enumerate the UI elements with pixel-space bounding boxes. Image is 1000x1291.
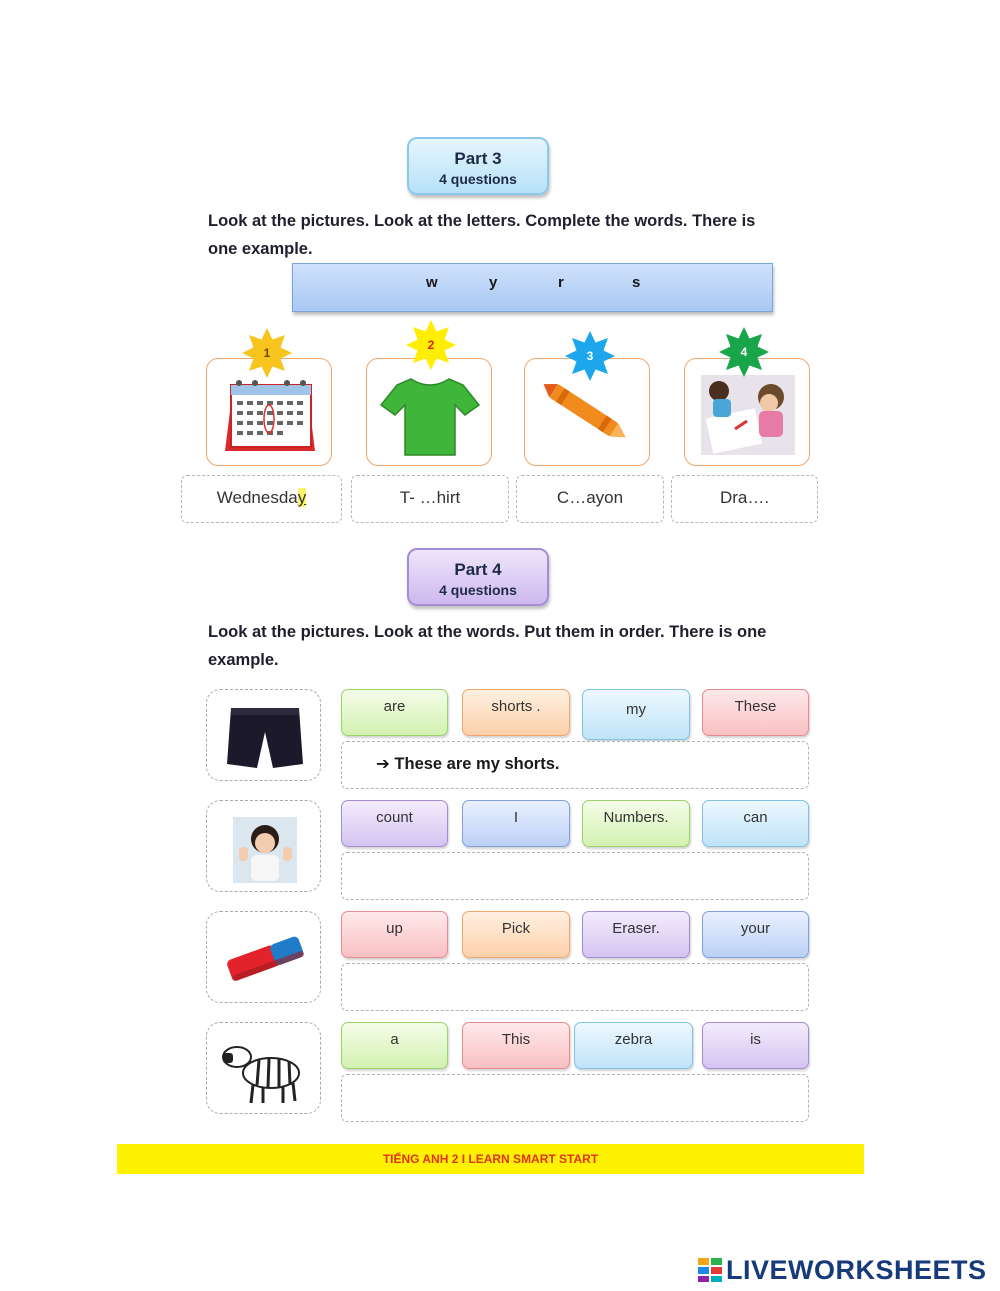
answer-text: C…ayon [556,488,624,507]
sentence-answer-box-1[interactable] [341,741,809,789]
word-chip[interactable]: shorts . [462,689,570,736]
part3-instruction-line2: one example. [208,240,313,258]
letter-bank [292,263,773,312]
part3-subtitle: 4 questions [439,171,517,187]
answer-box-1[interactable] [181,475,342,523]
word-chip[interactable]: Pick [462,911,570,958]
word-chip[interactable]: These [702,689,809,736]
sentence-answer-box-4[interactable] [341,1074,809,1122]
star-badge-1 [240,326,294,380]
word-chip[interactable]: are [341,689,448,736]
answer-box-3[interactable] [516,475,664,523]
answer-text: T- …hirt [399,488,461,507]
letter-bank-item: w [426,274,438,291]
liveworksheets-logo-text: LIVEWORKSHEETS [726,1254,987,1285]
picture-frame-zebra [206,1022,321,1114]
word-chip[interactable]: up [341,911,448,958]
letter-bank-item: r [558,274,564,291]
girl-counting-icon [207,801,322,893]
word-chip[interactable]: my [582,689,690,740]
word-chip[interactable]: count [341,800,448,847]
part4-instruction-line2: example. [208,651,279,669]
part3-title: Part 3 [454,149,502,168]
logo-cubes-icon [697,1257,723,1283]
picture-frame-shorts [206,689,321,781]
part4-instruction-line1: Look at the pictures. Look at the words. Put them in order. There is one [208,623,767,641]
part3-instruction [208,207,828,263]
sentence-answer-box-3[interactable] [341,963,809,1011]
letter-bank-item: s [632,274,641,291]
answer-box-2[interactable] [351,475,509,523]
part4-title: Part 4 [454,560,502,579]
eraser-icon [207,912,322,1004]
picture-frame-eraser [206,911,321,1003]
part3-instruction-line1: Look at the pictures. Look at the letters. Complete the words. There is [208,212,756,230]
part3-header-badge [407,137,549,195]
star-badge-2 [404,318,458,372]
answer-filled-letter: y [297,488,307,507]
picture-frame-tshirt [366,358,492,466]
example-answer-text: ➔ These are my shorts. [376,755,560,773]
word-chip[interactable]: I [462,800,570,847]
word-chip[interactable]: your [702,911,809,958]
shorts-icon [207,690,322,782]
word-chip[interactable]: is [702,1022,809,1069]
zebra-icon [207,1023,322,1115]
word-chip[interactable]: can [702,800,809,847]
letter-bank-item: y [489,274,498,291]
star-badge-3 [563,329,617,383]
part4-header-badge [407,548,549,606]
star-number: 3 [586,349,594,363]
star-number: 4 [740,345,748,359]
answer-text: Dra…. [719,488,770,507]
tshirt-icon [367,359,493,467]
sentence-answer-box-2[interactable] [341,852,809,900]
footer-text: TIẾNG ANH 2 I LEARN SMART START [382,1152,599,1166]
liveworksheets-logo [697,1254,997,1286]
star-number: 1 [263,346,271,360]
word-chip[interactable]: This [462,1022,570,1069]
star-number: 2 [427,338,435,352]
word-chip[interactable]: zebra [574,1022,693,1069]
part4-instruction [208,618,828,674]
footer-banner [117,1144,864,1174]
word-chip[interactable]: Numbers. [582,800,690,847]
part4-subtitle: 4 questions [439,582,517,598]
answer-text-prefix: Wednesda [216,488,298,507]
word-chip[interactable]: Eraser. [582,911,690,958]
picture-frame-girl-counting [206,800,321,892]
star-badge-4 [717,325,771,379]
answer-box-4[interactable] [671,475,818,523]
word-chip[interactable]: a [341,1022,448,1069]
